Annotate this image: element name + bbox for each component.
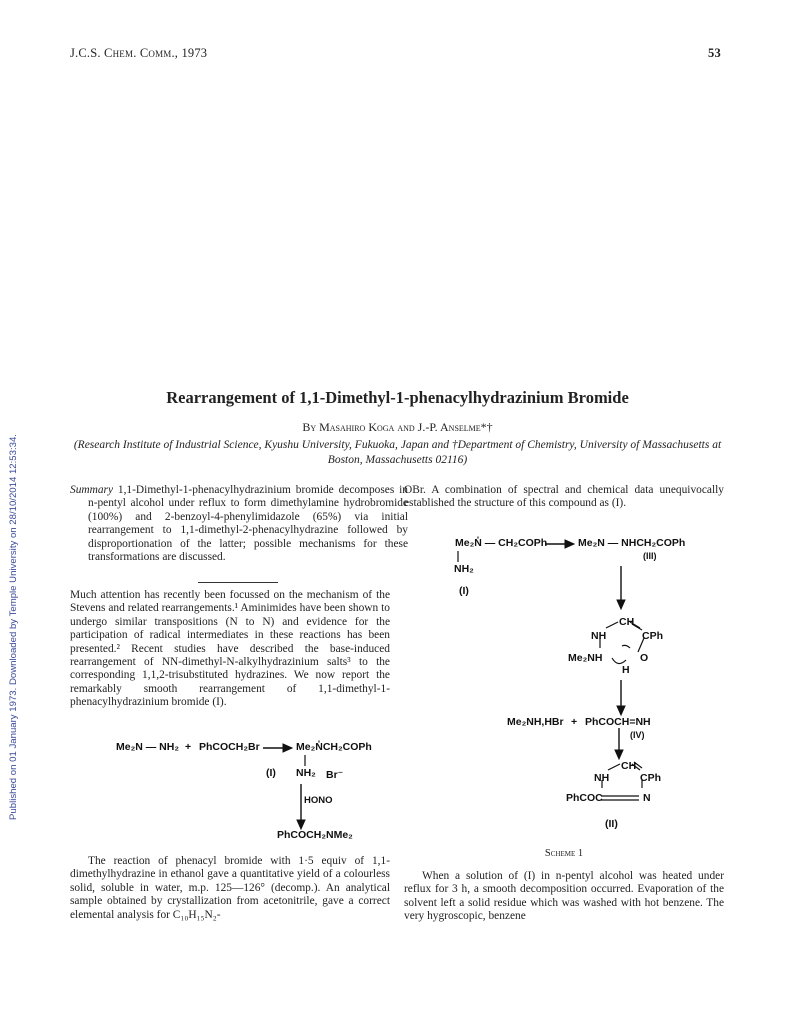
eq-bond-icon: [303, 755, 307, 767]
scheme-bond-icon: [456, 551, 460, 563]
split-left: Me₂NH,HBr: [507, 716, 564, 728]
scheme-label-I: (I): [459, 585, 469, 597]
divider: [198, 582, 278, 583]
scheme-label-IV: (IV): [630, 730, 645, 740]
eq-arrow-icon: [263, 743, 293, 753]
eq-reactant1: Me₂N — NH₂: [116, 741, 179, 753]
ring-me2nh: Me₂NH: [568, 652, 603, 664]
body-paragraph-2: The reaction of phenacyl bromide with 1·5 equiv of 1,1-dimethylhydrazine in ethanol gave a quantitative yield of a colourless solid, soluble in water, m.p. 125—126° (decomp.). An analytical sample obtained by crystallization from acetonitrile, gave a correct elemental analysis for C₁₀H₁₅N₂-: [70, 855, 390, 921]
eq-reactant2: PhCOCH₂Br: [199, 741, 260, 753]
scheme-label-II: (II): [605, 818, 618, 830]
ring-h: H: [622, 664, 630, 676]
article-title: Rearrangement of 1,1-Dimethyl-1-phenacylhydrazinium Bromide: [166, 388, 629, 407]
eq-down-arrow-icon: [296, 784, 306, 830]
scheme-label-III: (III): [643, 551, 657, 561]
body-paragraph-1: Much attention has recently been focussed on the mechanism of the Stevens and related rearrangements.¹ Aminimides have been shown to undergo similar transpositions (N to N) and evidence for the participation of radical intermediates in these reactions has been presented.² Recent studies have described the base-induced rearrangement of NN-dimethyl-N-alkylhydrazinium salts³ to the corresponding 1,1,2-trisubstituted hydrazines. We now report the remarkably smooth rearrangement of 1,1-dimethyl-1-phenacylhydrazinium bromide (I).: [70, 589, 390, 709]
ring-cph: CPh: [642, 630, 663, 642]
scheme-start-nh2: NH₂: [454, 563, 474, 575]
authors: By Masahiro Koga and J.-P. Anselme*†: [302, 420, 493, 434]
scheme-down-arrow-3-icon: [614, 728, 624, 760]
eq-label-I: (I): [266, 767, 276, 779]
eq-reagent: HONO: [304, 795, 333, 806]
right-paragraph-1: OBr. A combination of spectral and chemical data unequivocally established the structure of this compound as (I).: [404, 484, 724, 510]
ring-o: O: [640, 652, 649, 664]
journal-header: J.C.S. Chem. Comm., 1973: [70, 46, 208, 60]
scheme-caption: Scheme 1: [544, 848, 584, 859]
scheme-arrow-icon: [545, 539, 575, 549]
ring-nh: NH: [591, 630, 607, 642]
imidazole-n: N: [643, 792, 651, 804]
scheme-down-arrow-2-icon: [616, 680, 626, 716]
imidazole-cph: CPh: [640, 772, 661, 784]
summary-lead: Summary: [70, 484, 114, 496]
scheme-product-III: Me₂N — NHCH₂COPh: [578, 537, 686, 549]
page-number: 53: [708, 46, 721, 60]
eq-product: Me₂N̊CH₂COPh: [296, 741, 372, 753]
split-plus: +: [571, 716, 578, 728]
eq-product-nh2: NH₂: [296, 767, 316, 779]
summary: [70, 484, 408, 564]
imidazole-double-bond-icon: [601, 794, 641, 802]
ring-ch: CH: [619, 616, 635, 628]
download-notice[interactable]: Published on 01 January 1973. Downloaded by Temple University on 28/10/2014 12:53:34.: [8, 434, 19, 820]
eq-final: PhCOCH₂NMe₂: [277, 829, 353, 841]
imidazole-phcoc: PhCOC: [566, 792, 603, 804]
imidazole-ch: CH: [621, 760, 637, 772]
eq-bromide: Br⁻: [326, 769, 344, 781]
scheme-start: Me₂N̊ — CH₂COPh: [455, 537, 548, 549]
scheme-down-arrow-1-icon: [616, 566, 626, 610]
split-right: PhCOCH=NH: [585, 716, 651, 728]
imidazole-nh: NH: [594, 772, 610, 784]
affiliation: (Research Institute of Industrial Science, Kyushu University, Fukuoka, Japan and †Department of Chemistry, University of Massachusetts at Boston, Massachusetts 02116): [73, 439, 722, 466]
summary-text: 1,1-Dimethyl-1-phenacylhydrazinium bromide decomposes in n-pentyl alcohol under reflux to form dimethylamine hydrobromide (100%) and 2-benzoyl-4-phenylimidazole (65%) via initial rearrangement to 1,1-dimethyl-2-phenacylhydrazine followed by disproportionation of the latter; possible mechanisms for these transformations are discussed.: [88, 484, 408, 564]
right-paragraph-2: When a solution of (I) in n-pentyl alcohol was heated under reflux for 3 h, a smooth decomposition occurred. Evaporation of the solvent left a solid residue which was washed with hot benzene. The very hygroscopic, benzene: [404, 870, 724, 923]
eq-plus: +: [185, 741, 192, 753]
